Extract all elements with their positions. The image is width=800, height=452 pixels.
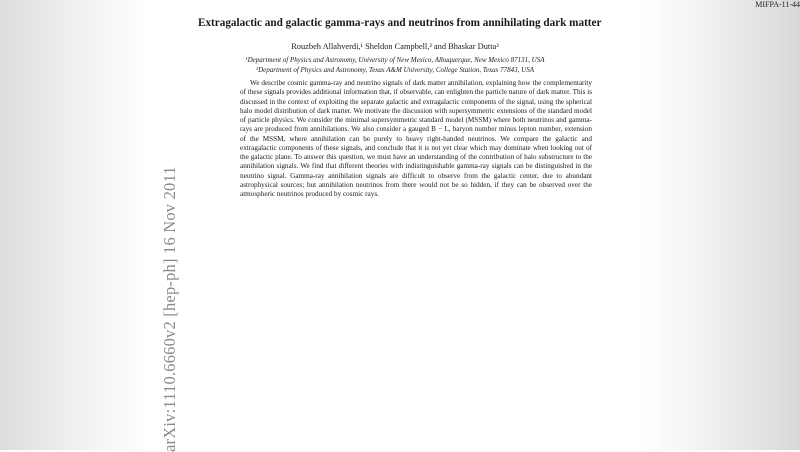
left-shadow	[0, 0, 150, 450]
arxiv-stamp: arXiv:1110.6660v2 [hep-ph] 16 Nov 2011	[160, 166, 179, 452]
affiliation-2: ²Department of Physics and Astronomy, Texas A&M University, College Station, Texas 77843, USA	[256, 66, 534, 74]
report-number: MIFPA-11-44	[755, 0, 800, 9]
affiliation-1: ¹Department of Physics and Astronomy, University of New Mexico, Albuquerque, New Mexico 87131, USA	[245, 56, 545, 64]
right-shadow	[640, 0, 800, 450]
paper-title: Extragalactic and galactic gamma-rays and neutrinos from annihilating dark matter	[198, 17, 602, 29]
abstract: We describe cosmic gamma-ray and neutrino signals of dark matter annihilation, explaining how the complementarity of these signals provides additional information that, if observable, can enlighten the particle nature of dark matter. This is discussed in the context of exploiting the separate galactic and extragalactic components of the signal, using the spherical halo model distribution of dark matter. We motivate the discussion with supersymmetric extensions of the standard model of particle physics. We consider the minimal supersymmetric standard model (MSSM) where both neutrinos and gamma-rays are produced from annihilations. We also consider a gauged B − L, baryon number minus lepton number, extension of the MSSM, where annihilation can be purely to heavy right-handed neutrinos. We compare the galactic and extragalactic components of these signals, and conclude that it is not yet clear which may dominate when looking out of the galactic plane. To answer this question, we must have an understanding of the contribution of halo substructure to the annihilation signals. We find that different theories with indistinguishable gamma-ray signals can be distinguished in the neutrino signal. Gamma-ray annihilation signals are difficult to observe from the galactic center, due to abundant astrophysical sources; but annihilation neutrinos from there would not be so hidden, if they can be observed over the atmospheric neutrinos produced by cosmic rays.	[240, 79, 592, 198]
author-list: Rouzbeh Allahverdi,¹ Sheldon Campbell,² and Bhaskar Dutta²	[291, 42, 499, 51]
